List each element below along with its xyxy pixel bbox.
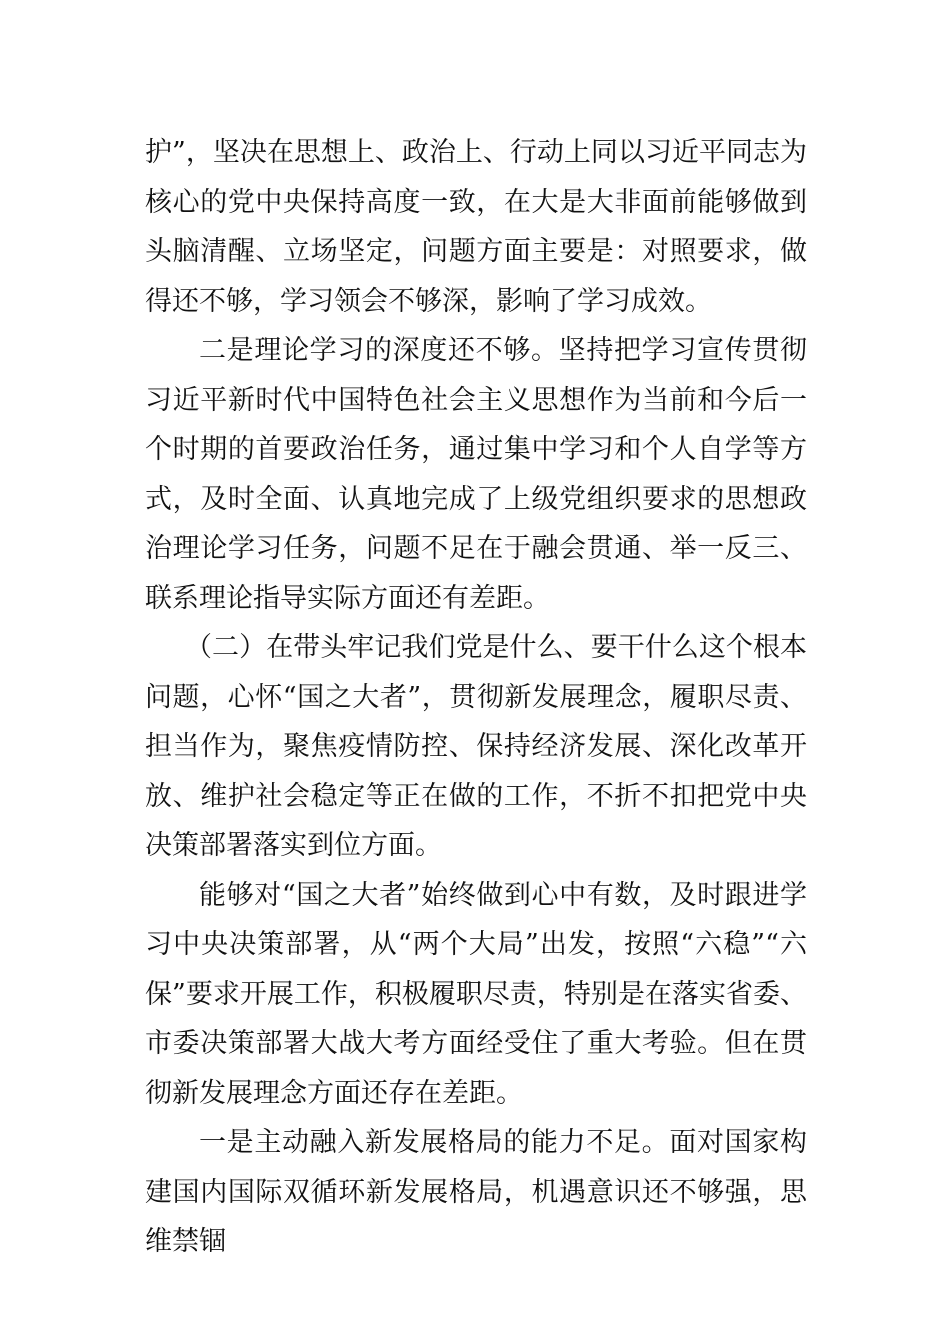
paragraph-new-development-pattern: 一是主动融入新发展格局的能力不足。面对国家构建国内国际双循环新发展格局，机遇意识还不够强，思维禁锢: [145, 1127, 807, 1257]
document-body: [145, 128, 807, 1267]
paragraph-theory-study: 二是理论学习的深度还不够。坚持把学习宣传贯彻习近平新时代中国特色社会主义思想作为当前和今后一个时期的首要政治任务，通过集中学习和个人自学等方式，及时全面、认真地完成了上级党组织要求的思想政治理论学习任务，问题不足在于融会贯通、举一反三、联系理论指导实际方面还有差距。: [145, 335, 807, 614]
paragraph-national-priorities: 能够对“国之大者”始终做到心中有数，及时跟进学习中央决策部署，从“两个大局”出发，按照“六稳”“六保”要求开展工作，积极履职尽责，特别是在落实省委、市委决策部署大战大考方面经受住了重大考验。但在贯彻新发展理念方面还存在差距。: [145, 879, 807, 1109]
paragraph-continuation: 护”，坚决在思想上、政治上、行动上同以习近平同志为核心的党中央保持高度一致，在大是大非面前能够做到头脑清醒、立场坚定，问题方面主要是：对照要求，做得还不够，学习领会不够深，影响了学习成效。: [145, 137, 807, 317]
section-heading-two: （二）在带头牢记我们党是什么、要干什么这个根本问题，心怀“国之大者”，贯彻新发展理念，履职尽责、担当作为，聚焦疫情防控、保持经济发展、深化改革开放、维护社会稳定等正在做的工作，不折不扣把党中央决策部署落实到位方面。: [145, 632, 807, 861]
